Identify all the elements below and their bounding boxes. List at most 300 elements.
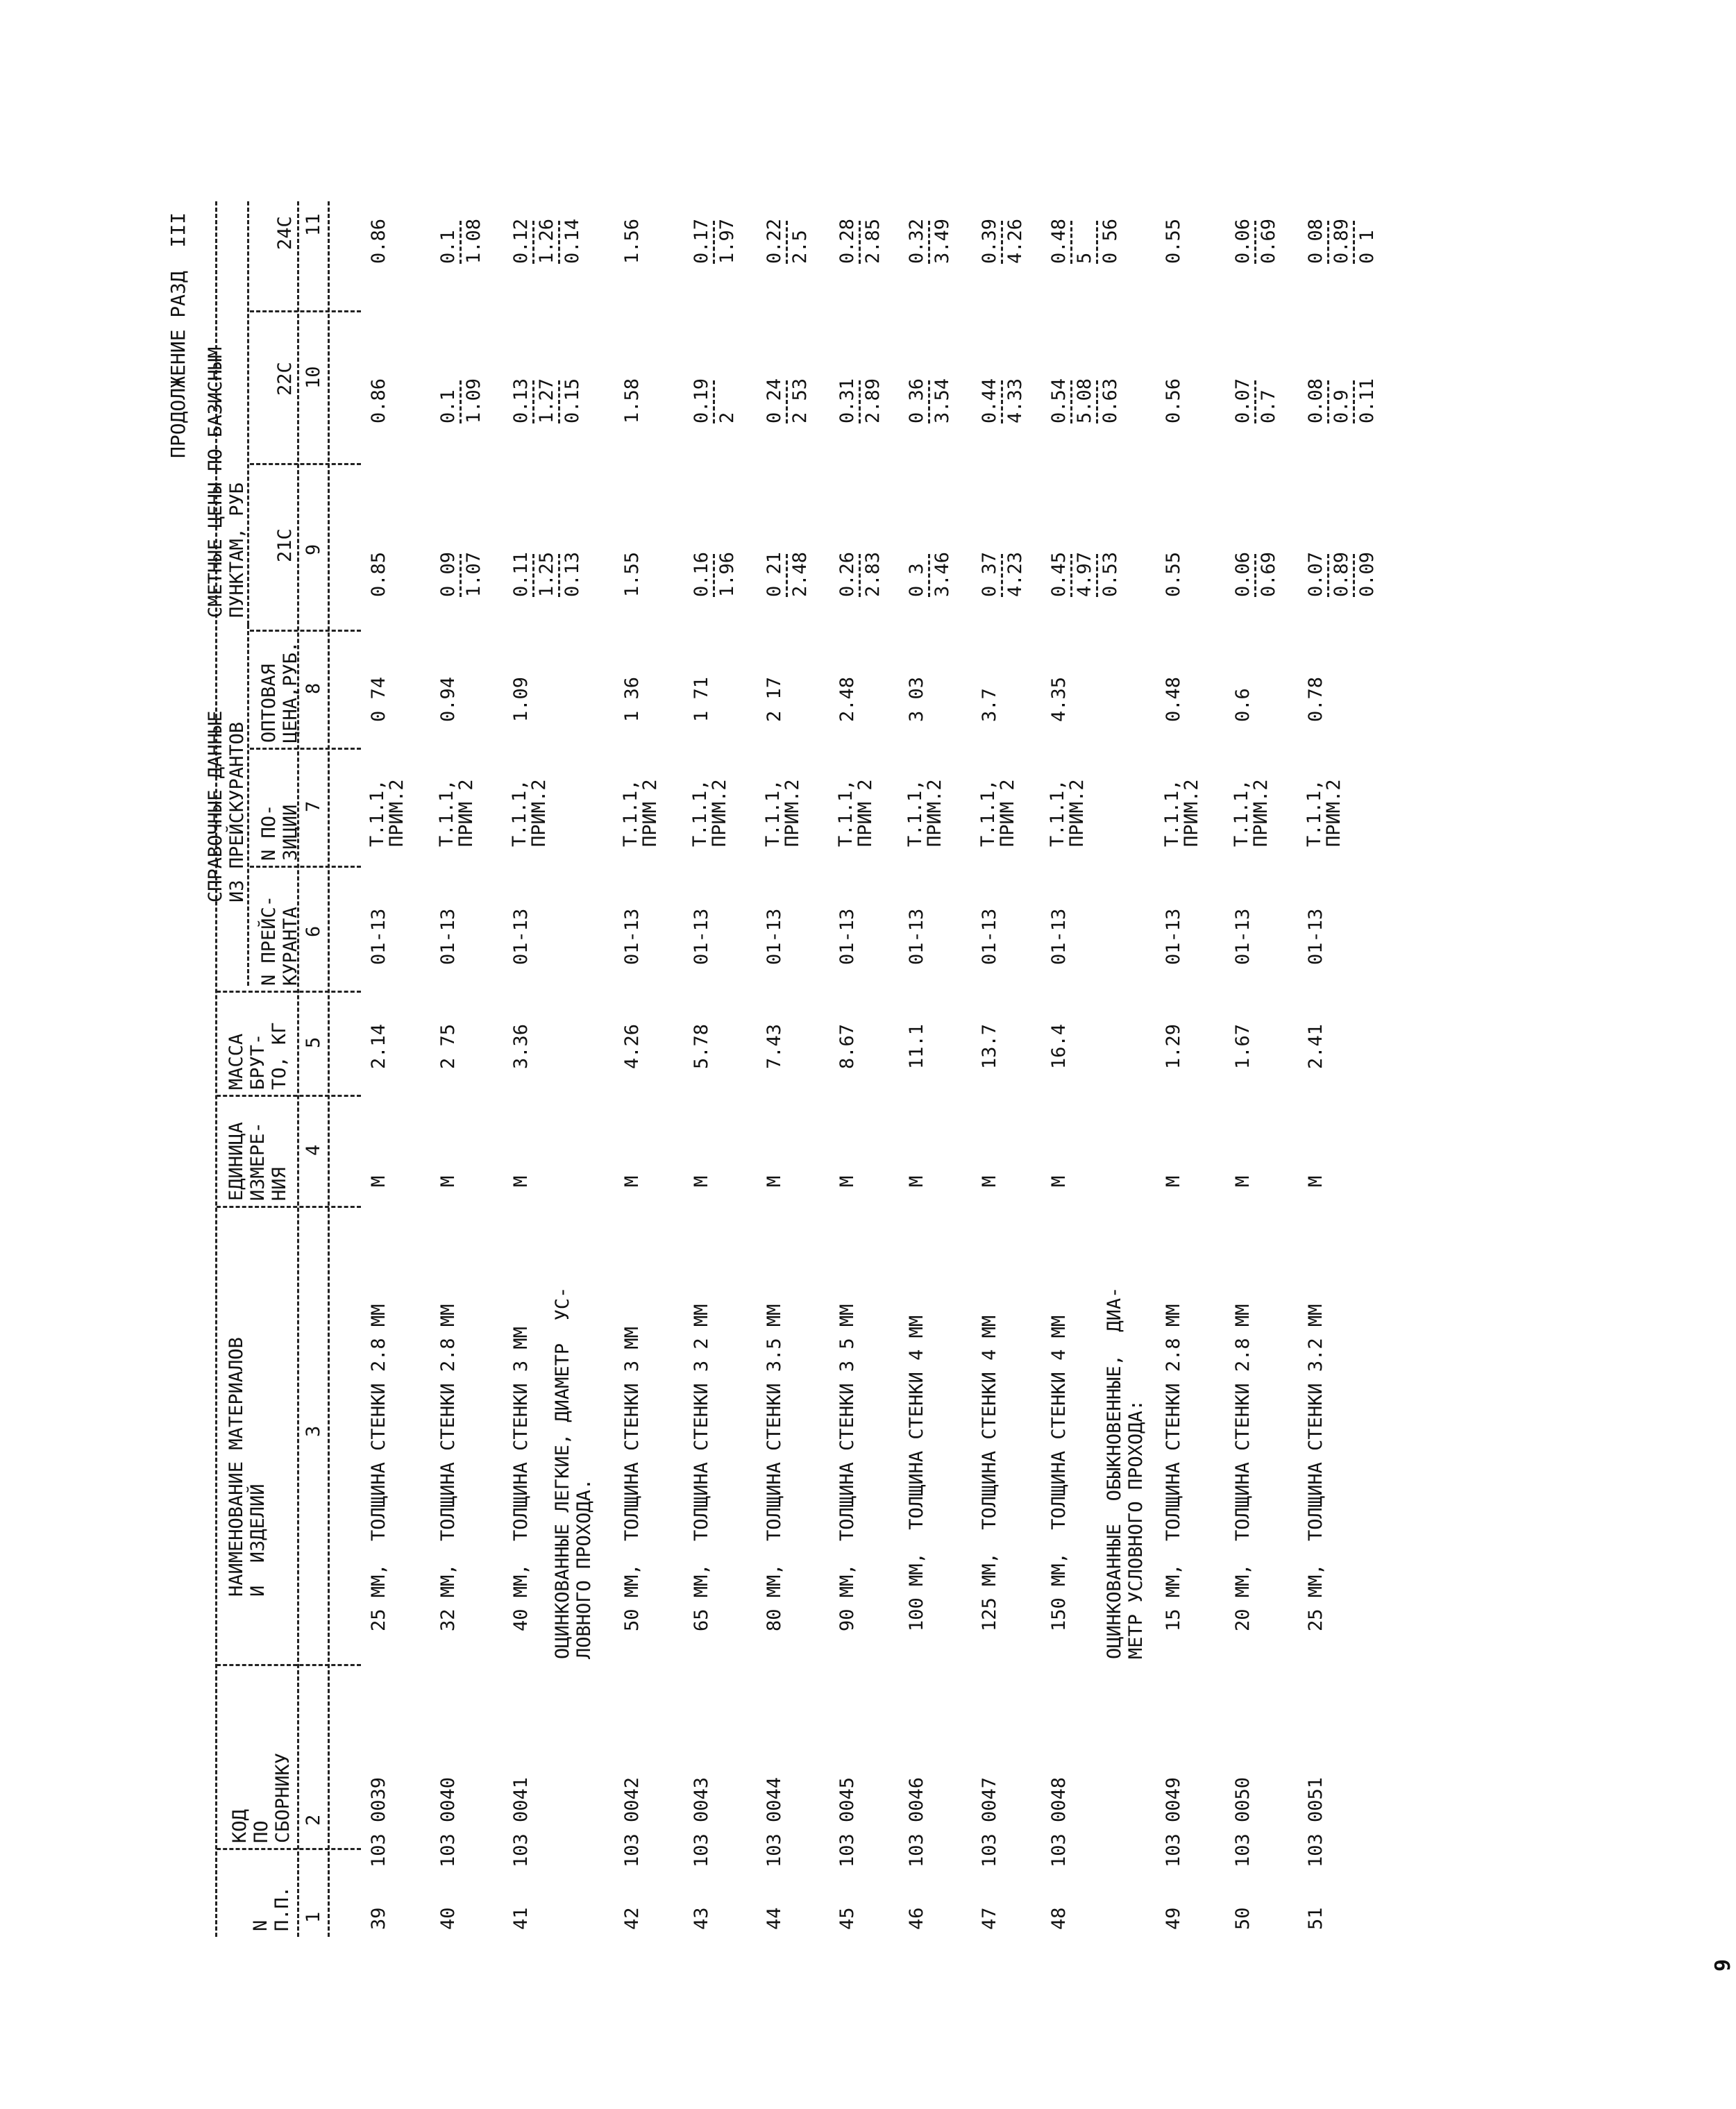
price-denominator: 4.23: [1004, 551, 1026, 597]
price-fraction: [1163, 219, 1184, 264]
row-name: 20 ММ, ТОЛЩИНА СТЕНКИ 2.8 ММ: [1232, 1304, 1254, 1631]
price-value: 0.55: [1163, 551, 1184, 597]
fraction-bar: [1070, 380, 1072, 423]
price-extra: 0.63: [1099, 378, 1121, 423]
fraction-bar: [928, 554, 930, 597]
fraction-bar: [859, 221, 861, 264]
fraction-bar: [1001, 554, 1003, 597]
price-denominator: 1.27: [536, 378, 557, 423]
price-fraction: [1232, 219, 1279, 264]
price-fraction: [510, 552, 583, 597]
row-pricelist: 01-13: [510, 908, 532, 965]
fraction-bar: [1096, 380, 1098, 423]
price-numerator: 0.07: [1232, 378, 1254, 423]
row-name: 32 ММ, ТОЛЩИНА СТЕНКИ 2.8 ММ: [437, 1304, 459, 1631]
price-denominator: 0.7: [1258, 389, 1279, 423]
header-col8: ОПТОВАЯ ЦЕНА,РУБ.: [258, 641, 302, 743]
row-number: 49: [1163, 1907, 1184, 1930]
header-column-divider: [250, 630, 361, 632]
row-code: 103 0047: [979, 1776, 1000, 1867]
price-value: 1.58: [621, 378, 643, 423]
fraction-bar: [1070, 554, 1072, 597]
page-number: 9: [1711, 1958, 1735, 1972]
row-unit: М: [1048, 1175, 1070, 1187]
price-extra: 0.13: [562, 551, 583, 597]
header-bottom-rule: [328, 201, 330, 1937]
price-denominator: 1.08: [463, 218, 484, 264]
price-extra: 0.09: [1356, 551, 1378, 597]
fraction-bar: [532, 554, 534, 597]
header-column-divider: [250, 748, 361, 750]
header-column-divider: [217, 1206, 361, 1208]
price-extra: 0 1: [1356, 230, 1378, 264]
row-code: 103 0042: [621, 1776, 643, 1867]
fraction-bar: [558, 380, 560, 423]
price-value: 0.86: [368, 378, 389, 423]
price-numerator: 0.26: [836, 551, 858, 597]
price-fraction: [979, 378, 1026, 423]
price-fraction: [764, 552, 811, 597]
header-column-divider: [217, 1664, 361, 1666]
price-fraction: [621, 219, 643, 264]
price-numerator: 0.11: [510, 551, 532, 597]
price-numerator: 0.39: [979, 218, 1000, 264]
price-denominator: 5.08: [1074, 378, 1095, 423]
row-unit: М: [906, 1175, 927, 1187]
price-fraction: [906, 552, 953, 597]
row-name: 65 ММ, ТОЛЩИНА СТЕНКИ 3 2 ММ: [691, 1304, 712, 1631]
header-col6: N ПРЕЙС- КУРАНТА: [258, 895, 302, 986]
price-fraction: [906, 219, 953, 264]
row-code: 103 0046: [906, 1776, 927, 1867]
price-value: 0.85: [368, 551, 389, 597]
price-fraction: [979, 219, 1026, 264]
row-unit: М: [437, 1175, 459, 1187]
header-column-number: 4: [303, 1144, 324, 1156]
fraction-bar: [532, 221, 534, 264]
header-column-number: 6: [303, 925, 324, 937]
row-number: 51: [1305, 1907, 1326, 1930]
header-mid-rule: [297, 201, 299, 1937]
price-fraction: [836, 552, 884, 597]
header-col5: МАССА БРУТ- ТО, КГ: [226, 1022, 291, 1090]
row-name: 25 ММ, ТОЛЩИНА СТЕНКИ 3.2 ММ: [1305, 1304, 1326, 1631]
header-column-divider: [217, 1095, 361, 1097]
price-numerator: 0 09: [437, 551, 459, 597]
price-denominator: 3.54: [932, 378, 953, 423]
fraction-bar: [460, 221, 462, 264]
price-numerator: 0.13: [510, 378, 532, 423]
price-numerator: 0.06: [1232, 551, 1254, 597]
price-denominator: 1.07: [463, 551, 484, 597]
header-col9: 21С: [274, 528, 296, 562]
row-pricelist: 01-13: [691, 908, 712, 965]
price-denominator: 2.83: [862, 551, 884, 597]
price-numerator: 0.07: [1305, 551, 1326, 597]
row-mass: 4.26: [621, 1023, 643, 1069]
price-fraction: [621, 552, 643, 597]
price-numerator: 0.45: [1048, 551, 1070, 597]
price-denominator: 1.96: [716, 551, 738, 597]
fraction-bar: [1254, 554, 1256, 597]
price-numerator: 0.54: [1048, 378, 1070, 423]
header-ref-group: СПРАВОЧНЫЕ ДАННЫЕ ИЗ ПРЕЙСКУРАНТОВ: [205, 710, 248, 902]
row-code: 103 0049: [1163, 1776, 1184, 1867]
header-column-divider: [217, 1848, 361, 1850]
price-numerator: 0.32: [906, 218, 927, 264]
row-unit: М: [691, 1175, 712, 1187]
fraction-bar: [1001, 221, 1003, 264]
row-code: 103 0045: [836, 1776, 858, 1867]
row-pricelist: 01-13: [1305, 908, 1326, 965]
price-denominator: 0.89: [1331, 551, 1352, 597]
row-number: 47: [979, 1907, 1000, 1930]
row-position: Т.1.1, ПРИМ 2: [835, 779, 877, 847]
row-wholesale-price: 4.35: [1048, 676, 1070, 722]
price-extra: 0 56: [1099, 218, 1121, 264]
row-name: 80 ММ, ТОЛЩИНА СТЕНКИ 3.5 ММ: [764, 1304, 785, 1631]
row-unit: М: [836, 1175, 858, 1187]
price-fraction: [1048, 552, 1121, 597]
price-fraction: [836, 219, 884, 264]
row-position: Т.1.1, ПРИМ.2: [1047, 779, 1088, 847]
price-extra: 0.11: [1356, 378, 1378, 423]
price-denominator: 1.25: [536, 551, 557, 597]
price-fraction: [691, 219, 738, 264]
fraction-bar: [713, 221, 715, 264]
price-value: 0.56: [1163, 378, 1184, 423]
row-number: 43: [691, 1907, 712, 1930]
price-fraction: [691, 378, 738, 423]
price-numerator: 0.31: [836, 378, 858, 423]
header-column-number: 1: [303, 1911, 324, 1923]
row-code: 103 0041: [510, 1776, 532, 1867]
price-fraction: [621, 378, 643, 423]
row-position: Т.1.1, ПРИМ 2: [977, 779, 1019, 847]
row-pricelist: 01-13: [979, 908, 1000, 965]
price-fraction: [368, 219, 389, 264]
price-value: 1.56: [621, 218, 643, 264]
row-pricelist: 01-13: [1232, 908, 1254, 965]
row-number: 44: [764, 1907, 785, 1930]
price-fraction: [691, 552, 738, 597]
price-fraction: [764, 378, 811, 423]
price-denominator: 1.97: [716, 218, 738, 264]
fraction-bar: [1254, 221, 1256, 264]
row-pricelist: 01-13: [906, 908, 927, 965]
price-fraction: [836, 378, 884, 423]
price-numerator: 0.1: [437, 389, 459, 423]
price-denominator: 2.5: [789, 230, 811, 264]
row-name: 50 ММ, ТОЛЩИНА СТЕНКИ 3 ММ: [621, 1327, 643, 1631]
row-code: 103 0051: [1305, 1776, 1326, 1867]
price-denominator: 0.69: [1258, 551, 1279, 597]
fraction-bar: [558, 554, 560, 597]
row-mass: 3.36: [510, 1023, 532, 1069]
header-column-number: 5: [303, 1036, 324, 1048]
row-number: 40: [437, 1907, 459, 1930]
header-column-number: 11: [303, 213, 324, 236]
header-col3: НАИМЕНОВАНИЕ МАТЕРИАЛОВ И ИЗДЕЛИЙ: [226, 1337, 269, 1597]
row-wholesale-price: 3 03: [906, 676, 927, 722]
section-heading: ОЦИНКОВАННЫЕ ОБЫКНОВЕННЫЕ, ДИА- МЕТР УСЛОВНОГО ПРОХОДА:: [1104, 1286, 1147, 1659]
fraction-bar: [1096, 554, 1098, 597]
price-denominator: 4.97: [1074, 551, 1095, 597]
row-code: 103 0043: [691, 1776, 712, 1867]
price-fraction: [764, 219, 811, 264]
row-pricelist: 01-13: [437, 908, 459, 965]
price-numerator: 0.19: [691, 378, 712, 423]
row-code: 103 0050: [1232, 1776, 1254, 1867]
section-heading: ОЦИНКОВАННЫЕ ЛЕГКИЕ, ДИАМЕТР УС- ЛОВНОГО ПРОХОДА.: [552, 1286, 596, 1659]
price-value: 0.55: [1163, 218, 1184, 264]
fraction-bar: [1353, 554, 1355, 597]
price-numerator: 0.1: [437, 230, 459, 264]
row-unit: М: [764, 1175, 785, 1187]
price-fraction: [1048, 378, 1121, 423]
price-denominator: 4.33: [1004, 378, 1026, 423]
price-fraction: [437, 219, 484, 264]
row-position: Т.1.1, ПРИМ.2: [1161, 779, 1203, 847]
header-column-divider: [250, 310, 361, 312]
price-fraction: [906, 378, 953, 423]
fraction-bar: [859, 554, 861, 597]
row-unit: М: [1163, 1175, 1184, 1187]
price-numerator: 0 37: [979, 551, 1000, 597]
row-mass: 1.67: [1232, 1023, 1254, 1069]
row-wholesale-price: 0.78: [1305, 676, 1326, 722]
row-name: 125 ММ, ТОЛЩИНА СТЕНКИ 4 ММ: [979, 1315, 1000, 1631]
price-denominator: 1.09: [463, 378, 484, 423]
header-price-group: СМЕТНЫЕ ЦЕНЫ ПО БАЗИСНЫМ ПУНКТАМ, РУБ: [205, 346, 248, 618]
price-fraction: [1048, 219, 1121, 264]
row-code: 103 0044: [764, 1776, 785, 1867]
row-name: 25 ММ, ТОЛЩИНА СТЕНКИ 2.8 ММ: [368, 1304, 389, 1631]
row-mass: 7.43: [764, 1023, 785, 1069]
price-numerator: 0 3: [906, 563, 927, 597]
fraction-bar: [786, 380, 788, 423]
fraction-bar: [713, 380, 715, 423]
row-wholesale-price: 0.48: [1163, 676, 1184, 722]
row-number: 41: [510, 1907, 532, 1930]
fraction-bar: [1254, 380, 1256, 423]
header-col10: 22С: [274, 362, 296, 396]
row-position: Т.1.1, ПРИМ.2: [509, 779, 550, 847]
price-numerator: 0.22: [764, 218, 785, 264]
price-numerator: 0 36: [906, 378, 927, 423]
row-unit: М: [510, 1175, 532, 1187]
row-name: 100 ММ, ТОЛЩИНА СТЕНКИ 4 ММ: [906, 1315, 927, 1631]
row-position: Т.1.1, ПРИМ.2: [1304, 779, 1345, 847]
fraction-bar: [460, 380, 462, 423]
price-fraction: [1232, 378, 1279, 423]
row-unit: М: [1232, 1175, 1254, 1187]
row-unit: М: [979, 1175, 1000, 1187]
price-denominator: 2.85: [862, 218, 884, 264]
header-col7: N ПО- ЗИЦИИ: [258, 804, 302, 861]
row-pricelist: 01-13: [621, 908, 643, 965]
price-denominator: 2.89: [862, 378, 884, 423]
row-wholesale-price: 1 71: [691, 676, 712, 722]
row-position: Т.1.1, ПРИМ.2: [689, 779, 731, 847]
fraction-bar: [859, 380, 861, 423]
row-number: 46: [906, 1907, 927, 1930]
price-numerator: 0.06: [1232, 218, 1254, 264]
row-code: 103 0039: [368, 1776, 389, 1867]
price-value: 1.55: [621, 551, 643, 597]
price-fraction: [368, 552, 389, 597]
fraction-bar: [1327, 554, 1329, 597]
price-fraction: [1305, 378, 1378, 423]
price-numerator: 0.12: [510, 218, 532, 264]
row-pricelist: 01-13: [836, 908, 858, 965]
fraction-bar: [713, 554, 715, 597]
row-pricelist: 01-13: [1163, 908, 1184, 965]
header-column-number: 2: [303, 1814, 324, 1826]
header-column-number: 8: [303, 682, 324, 694]
price-numerator: 0.28: [836, 218, 858, 264]
price-denominator: 3.49: [932, 218, 953, 264]
header-col1: N П.П.: [250, 1885, 294, 1931]
header-column-number: 10: [303, 366, 324, 389]
fraction-bar: [558, 221, 560, 264]
price-fraction: [437, 378, 484, 423]
row-position: Т.1.1, ПРИМ.2: [1231, 779, 1272, 847]
price-fraction: [1305, 219, 1378, 264]
header-col11: 24С: [274, 216, 296, 250]
row-number: 48: [1048, 1907, 1070, 1930]
header-column-number: 3: [303, 1425, 324, 1437]
header-column-number: 9: [303, 544, 324, 555]
fraction-bar: [786, 554, 788, 597]
fraction-bar: [1001, 380, 1003, 423]
price-extra: 0.14: [562, 218, 583, 264]
price-fraction: [1163, 378, 1184, 423]
header-column-number: 7: [303, 800, 324, 812]
fraction-bar: [532, 380, 534, 423]
price-numerator: 0.44: [979, 378, 1000, 423]
price-denominator: 2.48: [789, 551, 811, 597]
price-denominator: 0.89: [1331, 218, 1352, 264]
row-position: Т.1.1, ПРИМ.2: [366, 779, 408, 847]
fraction-bar: [1353, 380, 1355, 423]
price-denominator: 2 53: [789, 378, 811, 423]
rotated-page: [139, 153, 1735, 1985]
row-number: 39: [368, 1907, 389, 1930]
row-pricelist: 01-13: [1048, 908, 1070, 965]
price-fraction: [979, 552, 1026, 597]
header-column-divider: [217, 991, 361, 993]
row-number: 42: [621, 1907, 643, 1930]
price-denominator: 2: [716, 412, 738, 423]
price-numerator: 0.17: [691, 218, 712, 264]
fraction-bar: [1096, 221, 1098, 264]
row-mass: 2.41: [1305, 1023, 1326, 1069]
row-name: 40 ММ, ТОЛЩИНА СТЕНКИ 3 ММ: [510, 1327, 532, 1631]
row-unit: М: [1305, 1175, 1326, 1187]
price-denominator: 0.69: [1258, 218, 1279, 264]
row-position: Т.1.1, ПРИМ 2: [620, 779, 661, 847]
price-fraction: [368, 378, 389, 423]
price-extra: 0.53: [1099, 551, 1121, 597]
header-column-divider: [250, 463, 361, 465]
price-numerator: 0 08: [1305, 218, 1326, 264]
price-fraction: [510, 219, 583, 264]
row-wholesale-price: 0 74: [368, 676, 389, 722]
row-unit: М: [368, 1175, 389, 1187]
price-numerator: 0 21: [764, 551, 785, 597]
price-fraction: [1305, 552, 1378, 597]
price-value: 0.86: [368, 218, 389, 264]
row-mass: 16.4: [1048, 1023, 1070, 1069]
fraction-bar: [1327, 380, 1329, 423]
row-wholesale-price: 3.7: [979, 688, 1000, 722]
price-denominator: 0.9: [1331, 389, 1352, 423]
row-pricelist: 01-13: [764, 908, 785, 965]
row-pricelist: 01-13: [368, 908, 389, 965]
row-number: 45: [836, 1907, 858, 1930]
row-mass: 2.14: [368, 1023, 389, 1069]
row-wholesale-price: 1.09: [510, 676, 532, 722]
price-extra: 0.15: [562, 378, 583, 423]
row-code: 103 0048: [1048, 1776, 1070, 1867]
row-number: 50: [1232, 1907, 1254, 1930]
price-fraction: [1163, 552, 1184, 597]
row-position: Т.1.1, ПРИМ 2: [436, 779, 478, 847]
fraction-bar: [1353, 221, 1355, 264]
row-unit: М: [621, 1175, 643, 1187]
row-position: Т.1.1, ПРИМ.2: [904, 779, 946, 847]
row-code: 103 0040: [437, 1776, 459, 1867]
row-mass: 11.1: [906, 1023, 927, 1069]
price-fraction: [1232, 552, 1279, 597]
fraction-bar: [786, 221, 788, 264]
price-denominator: 3.46: [932, 551, 953, 597]
page-title: ПРОДОЛЖЕНИЕ РАЗД III: [167, 212, 189, 458]
row-wholesale-price: 0.6: [1232, 688, 1254, 722]
row-mass: 8.67: [836, 1023, 858, 1069]
row-name: 90 ММ, ТОЛЩИНА СТЕНКИ 3 5 ММ: [836, 1304, 858, 1631]
row-wholesale-price: 0.94: [437, 676, 459, 722]
header-column-divider: [250, 866, 361, 868]
fraction-bar: [928, 380, 930, 423]
row-name: 15 ММ, ТОЛЩИНА СТЕНКИ 2.8 ММ: [1163, 1304, 1184, 1631]
price-denominator: 1.26: [536, 218, 557, 264]
header-col4: ЕДИНИЦА ИЗМЕРЕ- НИЯ: [226, 1122, 291, 1201]
row-mass: 2 75: [437, 1023, 459, 1069]
fraction-bar: [1327, 221, 1329, 264]
price-numerator: 0.16: [691, 551, 712, 597]
fraction-bar: [1070, 221, 1072, 264]
fraction-bar: [928, 221, 930, 264]
row-mass: 5.78: [691, 1023, 712, 1069]
row-name: 150 ММ, ТОЛЩИНА СТЕНКИ 4 ММ: [1048, 1315, 1070, 1631]
price-numerator: 0 24: [764, 378, 785, 423]
price-numerator: 0.48: [1048, 218, 1070, 264]
price-denominator: 4.26: [1004, 218, 1026, 264]
row-position: Т.1.1, ПРИМ.2: [762, 779, 804, 847]
row-wholesale-price: 2.48: [836, 676, 858, 722]
header-col2: КОД ПО СБОРНИКУ: [229, 1752, 294, 1843]
price-fraction: [510, 378, 583, 423]
row-mass: 1.29: [1163, 1023, 1184, 1069]
price-fraction: [437, 552, 484, 597]
fraction-bar: [460, 554, 462, 597]
price-denominator: 5: [1074, 252, 1095, 264]
row-mass: 13.7: [979, 1023, 1000, 1069]
row-wholesale-price: 2 17: [764, 676, 785, 722]
price-numerator: 0.08: [1305, 378, 1326, 423]
